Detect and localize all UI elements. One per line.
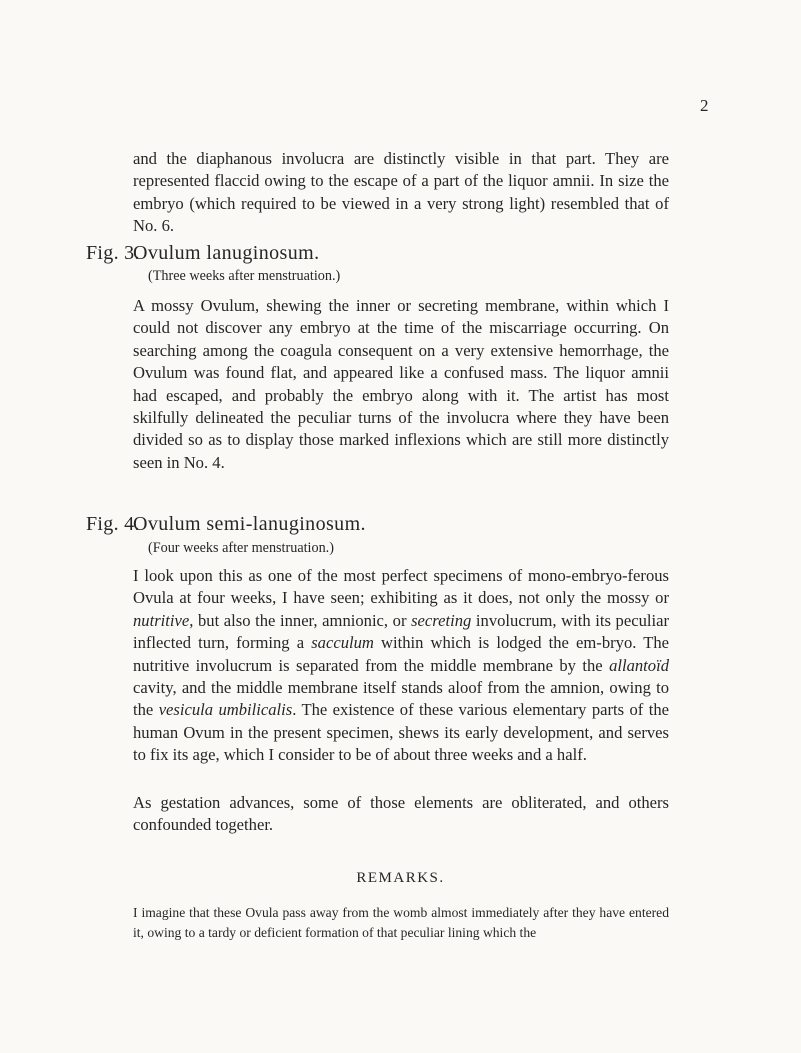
fig3-label: Fig. 3. <box>86 242 140 264</box>
fig4-text-k: . The existence of these various elementary parts of the human Ovum in the present specimen, shews its early development, and serves to fix its age, which I consider to be of about three weeks and a half. <box>133 700 670 765</box>
fig4-paragraph-2: As gestation advances, some of those elements are obliterated, and others confounded together. <box>133 793 669 835</box>
page-number: 2 <box>700 96 709 115</box>
intro-paragraph: and the diaphanous involucra are distinctly visible in that part. They are represented flaccid owing to the escape of a part of the liquor amnii. In size the embryo (which required to be viewed in a very strong light) resembled that of No. 6. <box>133 149 669 236</box>
fig4-heading <box>86 513 366 536</box>
fig4-term-secreting: secreting <box>411 610 472 630</box>
remarks-heading: REMARKS. <box>356 870 445 886</box>
fig3-title: Ovulum lanuginosum. <box>133 242 320 264</box>
fig4-term-nutritive: nutritive <box>133 610 190 630</box>
fig4-term-vesicula: vesicula umbilicalis <box>158 700 293 720</box>
fig3-heading <box>86 242 320 265</box>
fig4-label: Fig. 4. <box>86 513 140 535</box>
remarks-text: I imagine that these Ovula pass away from the womb almost immediately after they have entered it, owing to a tardy or deficient formation of that peculiar lining which the <box>133 905 669 940</box>
fig3-paragraph: A mossy Ovulum, shewing the inner or secreting membrane, within which I could not discover any embryo at the time of the miscarriage occurring. On searching among the coagula consequent on a very extensive hemorrhage, the Ovulum was found flat, and appeared like a confused mass. The liquor amnii had escaped, and probably the embryo along with it. The artist has most skilfully delineated the peculiar turns of the involucra where they have been divided so as to display those marked inflexions which are still more distinctly seen in No. 4. <box>133 296 669 472</box>
fig4-title: Ovulum semi-lanuginosum. <box>133 513 366 535</box>
fig4-term-allantoid: allantoïd <box>609 655 669 675</box>
fig4-paragraph-1 <box>133 565 669 767</box>
fig4-text-a: I look upon this as one of the most perfect specimens of mono-embryo-ferous Ovula at four weeks, I have seen; exhibiting as it does, not only the mossy or <box>133 566 669 608</box>
fig4-subtitle: (Four weeks after menstruation.) <box>148 540 334 556</box>
fig4-text-g: within which is lodged the em-bryo. The nutritive involucrum is separated from the middle membrane by the <box>133 633 669 675</box>
fig3-subtitle: (Three weeks after menstruation.) <box>148 268 341 284</box>
fig4-text-e: involucrum, with its peculiar inflected turn, forming a <box>133 610 669 653</box>
fig4-text-i: cavity, and the middle membrane itself stands aloof from the amnion, owing to the <box>133 678 669 720</box>
fig4-term-sacculum: sacculum <box>311 633 374 653</box>
fig4-text-c: , but also the inner, amnionic, or <box>189 610 412 630</box>
